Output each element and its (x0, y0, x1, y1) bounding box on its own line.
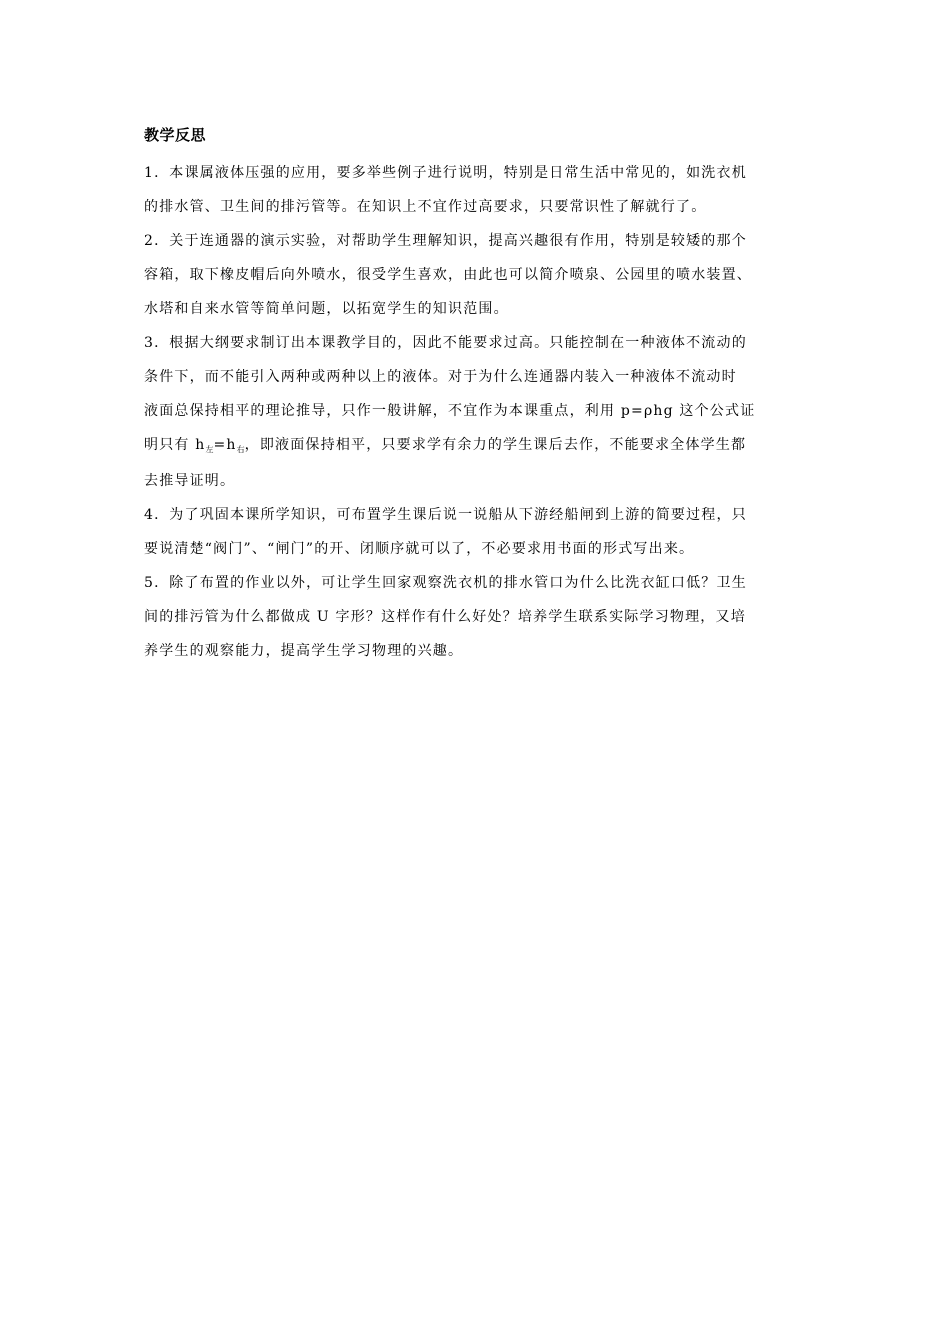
formula-prefix: 明只有 h (144, 437, 206, 453)
subscript-right: 右 (236, 445, 245, 454)
document-content (144, 124, 809, 668)
paragraph-line: 的排水管、卫生间的排污管等。在知识上不宜作过高要求，只要常识性了解就行了。 (144, 199, 707, 215)
paragraph-line: 养学生的观察能力，提高学生学习物理的兴趣。 (144, 643, 464, 659)
paragraph-line: 液面总保持相平的理论推导，只作一般讲解，不宜作为本课重点，利用 p=ρhg 这个公式证 (144, 403, 756, 419)
paragraph-line: 水塔和自来水管等简单问题，以拓宽学生的知识范围。 (144, 301, 509, 317)
paragraph-line: 条件下，而不能引入两种或两种以上的液体。对于为什么连通器内装入一种液体不流动时 (144, 369, 737, 385)
paragraph-line: 容箱，取下橡皮帽后向外喷水，很受学生喜欢，由此也可以简介喷泉、公园里的喷水装置、 (144, 267, 752, 283)
paragraph-line: 1．本课属液体压强的应用，要多举些例子进行说明，特别是日常生活中常见的，如洗衣机 (144, 165, 747, 181)
paragraph-line: 去推导证明。 (144, 473, 236, 489)
formula-line (144, 428, 809, 464)
paragraph-4 (144, 498, 809, 566)
paragraph-5 (144, 566, 809, 668)
paragraph-1 (144, 156, 809, 224)
paragraph-line: 间的排污管为什么都做成 U 字形？这样作有什么好处？培养学生联系实际学习物理，又培 (144, 609, 746, 625)
subscript-left: 左 (205, 445, 214, 454)
paragraph-line: 4．为了巩固本课所学知识，可布置学生课后说一说船从下游经船闸到上游的简要过程，只 (144, 507, 747, 523)
section-heading: 教学反思 (144, 126, 207, 144)
paragraph-line: 2．关于连通器的演示实验，对帮助学生理解知识，提高兴趣很有作用，特别是较矮的那个 (144, 233, 747, 249)
paragraph-line: 要说清楚“阀门”、“闸门”的开、闭顺序就可以了，不必要求用书面的形式写出来。 (144, 541, 695, 557)
paragraph-line: 3．根据大纲要求制订出本课教学目的，因此不能要求过高。只能控制在一种液体不流动的 (144, 335, 747, 351)
paragraph-2 (144, 224, 809, 326)
formula-suffix: ，即液面保持相平，只要求学有余力的学生课后去作，不能要求全体学生都 (244, 437, 747, 453)
formula-mid: =h (213, 437, 237, 453)
paragraph-line: 5．除了布置的作业以外，可让学生回家观察洗衣机的排水管口为什么比洗衣缸口低？卫生 (144, 575, 747, 591)
paragraph-3 (144, 326, 809, 498)
